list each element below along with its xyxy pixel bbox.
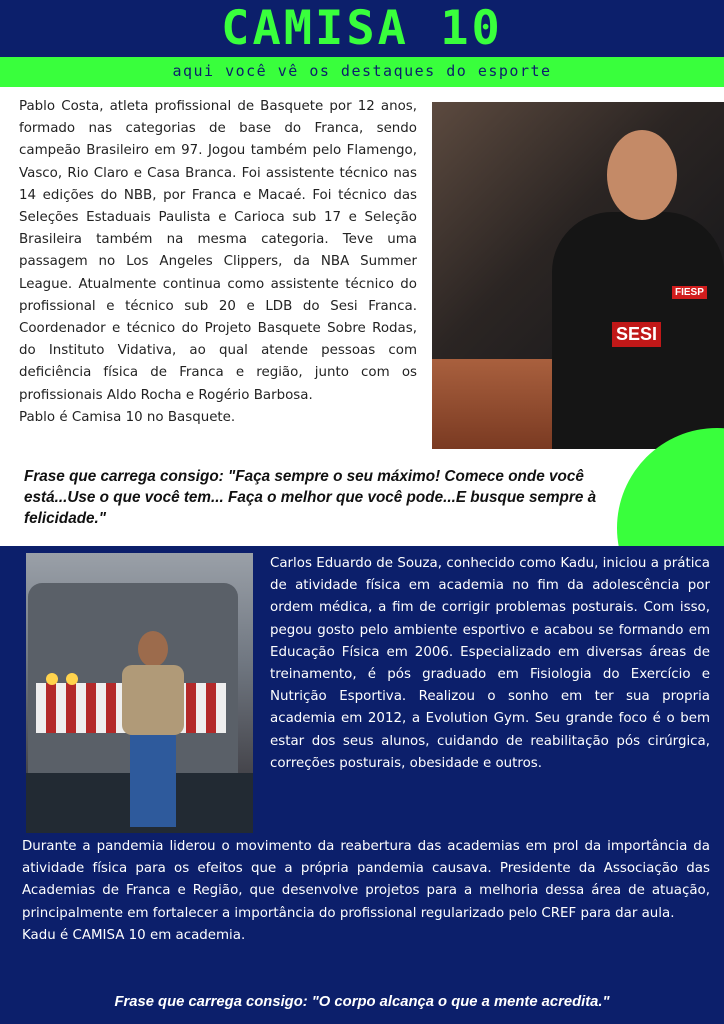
truck-light [46,673,58,685]
sesi-badge: SESI [612,322,661,347]
fiesp-badge: FIESP [672,286,707,299]
kadu-figure [118,631,188,831]
pablo-photo [432,102,724,449]
article-pablo-closing: Pablo é Camisa 10 no Basquete. [19,409,236,425]
article-pablo-paragraph: Pablo Costa, atleta profissional de Basquete por 12 anos, formado nas categorias de base do Franca, sendo campeão Brasileiro em 97. Jogou também pelo Flamengo, Vasco, Rio Claro e Casa Branca. Foi assistente técnico nas 14 edições do NBB, por Franca e Macaé. Foi técnico das Seleções Estaduais Paulista e Carioca sub 17 e Seleção Brasileira também na mesma categoria. Teve uma passagem no Los Angeles Clippers, da NBA Summer League. Atualmente continua como assistente técnico do profissional e técnico sub 20 e LDB do Sesi Franca. Coordenador e técnico do Projeto Basquete Sobre Rodas, do Instituto Vidativa, ao qual atende pessoas com deficiência física de Franca e região, junto com os profissionais Aldo Rocha e Rogério Barbosa. [19,99,417,403]
header-banner [0,0,724,57]
article-kadu-top: Carlos Eduardo de Souza, conhecido como Kadu, iniciou a prática de atividade física em academia no fim da adolescência por ordem médica, a fim de corrigir problemas posturais. Com isso, pegou gosto pelo ambiente esportivo e acabou se formando em Educação Física em 2006. Especializado em diversas áreas de treinamento, é pós graduado em Fisiologia do Exercício e Nutrição Esportiva. Realizou o sonho em ter sua propria academia em 2012, a Evolution Gym. Seu grande foco é o bem estar dos seus alunos, cuidando de reabilitação pós cirúrgica, correções posturais, obesidade e outros. [270,556,710,771]
kadu-head [138,631,168,667]
kadu-jeans [130,735,176,827]
coach-head [607,130,677,220]
article-kadu-bottom [22,836,710,947]
kadu-photo [26,553,253,833]
article-pablo [19,96,417,429]
kadu-quote: Frase que carrega consigo: "O corpo alcança o que a mente acredita." [114,994,610,1010]
subtitle-bar [0,57,724,87]
article-kadu-paragraph: Durante a pandemia liderou o movimento da reabertura das academias em prol da importância da atividade física para os efeitos que a própria pandemia causava. Presidente da Associação das Academias de Franca e Região, que desenvolve projetos para a melhoria dessa área de atuação, principalmente em fortalecer a importância do profissional regularizado pelo CREF para dar aula. [22,839,710,921]
truck-light [66,673,78,685]
page-title: CAMISA 10 [221,1,503,56]
article-kadu-closing: Kadu é CAMISA 10 em academia. [22,927,246,943]
pablo-quote: Frase que carrega consigo: "Faça sempre o seu máximo! Comece onde você está...Use o que você tem... Faça o melhor que você pode...E busque sempre à felicidade." [24,468,597,527]
page-subtitle: aqui você vê os destaques do esporte [172,62,552,80]
kadu-shirt [122,665,184,735]
